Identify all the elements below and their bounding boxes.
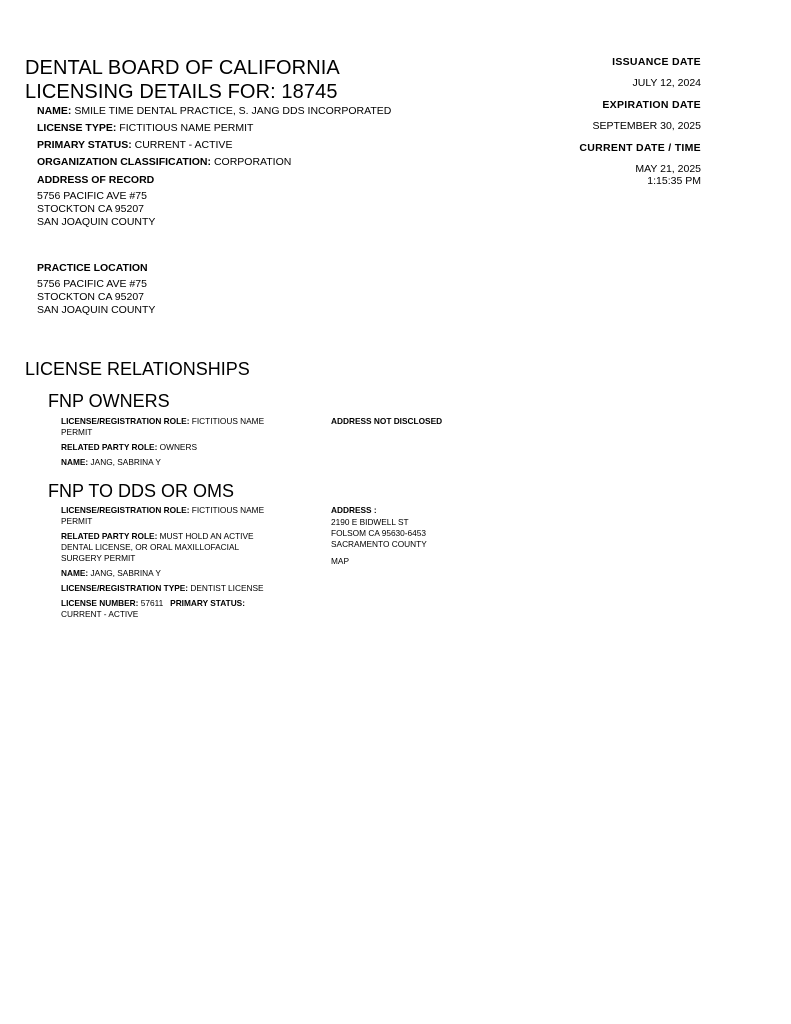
address-line: SACRAMENTO COUNTY <box>331 539 427 549</box>
party-role-label: RELATED PARTY ROLE: <box>61 442 158 452</box>
dates-panel <box>481 56 701 187</box>
current-date-value: MAY 21, 2025 <box>635 163 701 175</box>
primary-status-label: PRIMARY STATUS: <box>37 139 132 151</box>
address-line: STOCKTON CA 95207 <box>37 291 144 303</box>
address-line: SAN JOAQUIN COUNTY <box>37 304 156 316</box>
owner-name-row <box>61 457 301 468</box>
dentist-address <box>331 517 427 550</box>
address-line: 5756 PACIFIC AVE #75 <box>37 190 147 202</box>
role-row <box>61 505 301 527</box>
address-not-disclosed: ADDRESS NOT DISCLOSED <box>331 416 443 426</box>
issuance-date-value: JULY 12, 2024 <box>632 77 701 89</box>
owner-name-label: NAME: <box>61 457 89 467</box>
org-class-value: CORPORATION <box>213 156 292 168</box>
map-link[interactable]: MAP <box>331 556 349 566</box>
primary-status-value: CURRENT - ACTIVE <box>134 139 233 151</box>
owner-name-value: JANG, SABRINA Y <box>90 457 161 467</box>
licensing-details-title: LICENSING DETAILS FOR: 18745 <box>25 81 338 103</box>
address-line: FOLSOM CA 95630-6453 <box>331 528 427 538</box>
address-line: STOCKTON CA 95207 <box>37 203 144 215</box>
name-value: SMILE TIME DENTAL PRACTICE, S. JANG DDS INCORPORATED <box>74 105 392 117</box>
role-label: LICENSE/REGISTRATION ROLE: <box>61 505 190 515</box>
current-time-value: 1:15:35 PM <box>647 175 701 187</box>
license-number-value: 57611 <box>140 598 164 608</box>
license-relationships-title: LICENSE RELATIONSHIPS <box>25 359 250 379</box>
name-row <box>37 105 391 118</box>
license-type-row <box>37 122 253 135</box>
dentist-primary-status-value: CURRENT - ACTIVE <box>61 609 139 619</box>
party-role-row <box>61 442 301 453</box>
board-name: DENTAL BOARD OF CALIFORNIA <box>25 57 340 79</box>
party-role-value-cont: DENTAL LICENSE, OR ORAL MAXILLOFACIAL <box>61 542 240 552</box>
license-type-row <box>61 583 301 594</box>
address-of-record-label: ADDRESS OF RECORD <box>37 174 155 186</box>
dentist-primary-status-label: PRIMARY STATUS: <box>170 598 245 608</box>
fnp-to-dds-title: FNP TO DDS OR OMS <box>48 481 235 501</box>
registration-type-value: DENTIST LICENSE <box>190 583 264 593</box>
fnp-to-dds-details <box>61 505 301 620</box>
license-type-value: FICTITIOUS NAME PERMIT <box>119 122 254 134</box>
issuance-date-label: ISSUANCE DATE <box>612 56 701 68</box>
dentist-name-label: NAME: <box>61 568 89 578</box>
license-number-label: LICENSE NUMBER: <box>61 598 139 608</box>
role-label: LICENSE/REGISTRATION ROLE: <box>61 416 190 426</box>
address-line: 2190 E BIDWELL ST <box>331 517 409 527</box>
license-number-row <box>61 598 301 620</box>
org-class-row <box>37 156 291 169</box>
party-role-value: MUST HOLD AN ACTIVE <box>159 531 254 541</box>
practice-location-label: PRACTICE LOCATION <box>37 262 148 274</box>
license-type-label: LICENSE TYPE: <box>37 122 117 134</box>
name-label: NAME: <box>37 105 72 117</box>
party-role-value: OWNERS <box>159 442 197 452</box>
party-role-value-cont: SURGERY PERMIT <box>61 553 136 563</box>
role-value-cont: PERMIT <box>61 516 93 526</box>
address-label: ADDRESS : <box>331 505 377 515</box>
registration-type-label: LICENSE/REGISTRATION TYPE: <box>61 583 189 593</box>
expiration-date-value: SEPTEMBER 30, 2025 <box>592 120 701 132</box>
org-class-label: ORGANIZATION CLASSIFICATION: <box>37 156 212 168</box>
dentist-name-row <box>61 568 301 579</box>
address-line: SAN JOAQUIN COUNTY <box>37 216 156 228</box>
dentist-address-block <box>331 505 427 567</box>
dentist-name-value: JANG, SABRINA Y <box>90 568 161 578</box>
practice-location <box>37 278 155 317</box>
fnp-owners-title: FNP OWNERS <box>48 391 170 411</box>
fnp-owners-details <box>61 416 301 468</box>
role-row <box>61 416 301 438</box>
current-date-label: CURRENT DATE / TIME <box>579 142 701 154</box>
expiration-date-label: EXPIRATION DATE <box>602 99 701 111</box>
address-of-record <box>37 190 155 229</box>
party-role-label: RELATED PARTY ROLE: <box>61 531 158 541</box>
party-role-row <box>61 531 301 564</box>
role-value-cont: PERMIT <box>61 427 93 437</box>
role-value: FICTITIOUS NAME <box>191 416 265 426</box>
role-value: FICTITIOUS NAME <box>191 505 265 515</box>
address-line: 5756 PACIFIC AVE #75 <box>37 278 147 290</box>
primary-status-row <box>37 139 232 152</box>
